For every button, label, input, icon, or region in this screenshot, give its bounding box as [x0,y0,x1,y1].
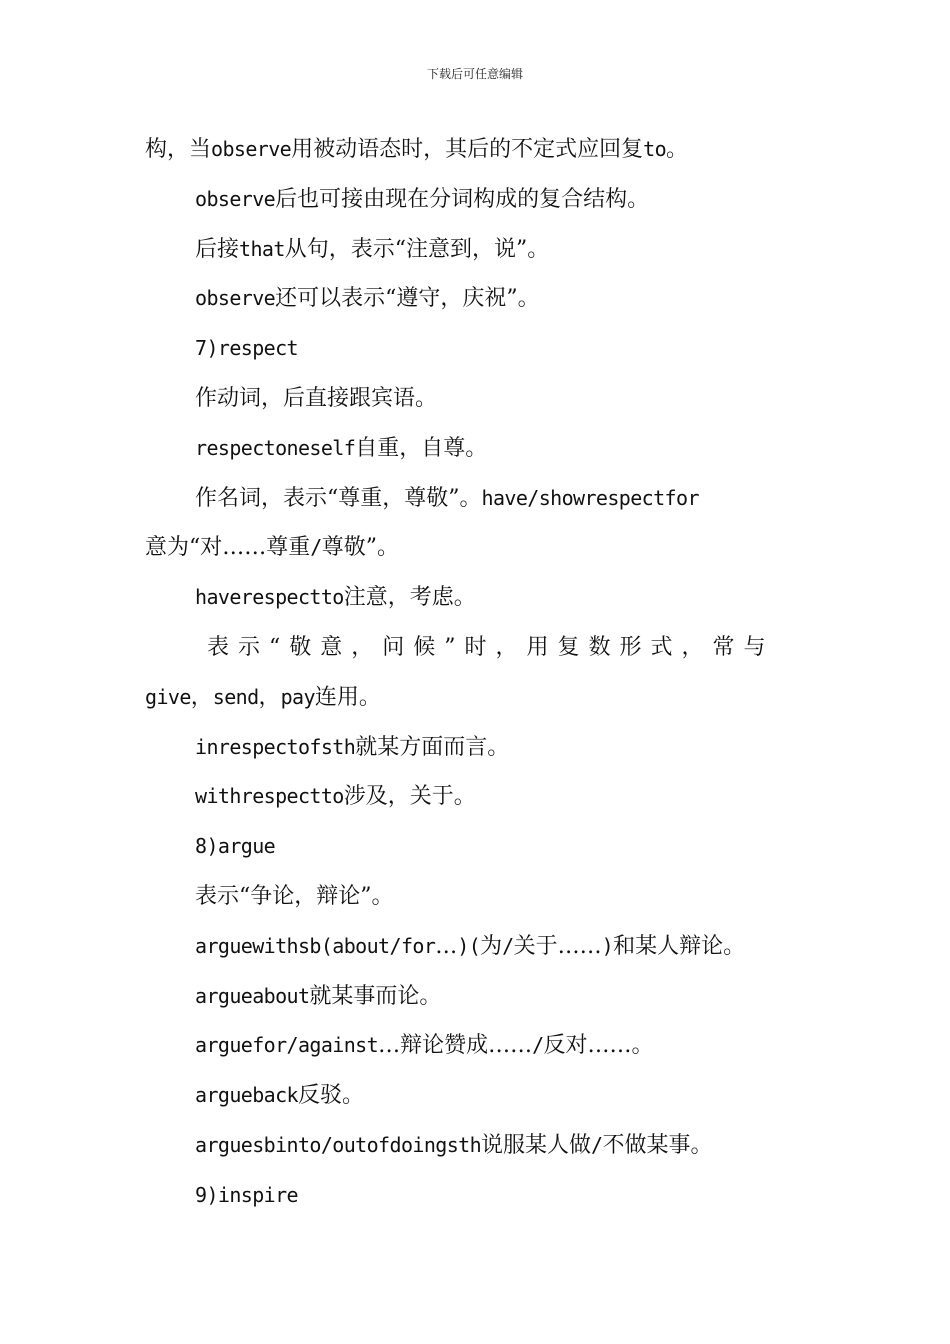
text-line: give，send，pay连用。 [145,684,381,710]
text-line: inrespectofsth就某方面而言。 [195,734,510,760]
page-header: 下载后可任意编辑 [426,67,523,81]
text-line: observe还可以表示“遵守，庆祝”。 [195,286,540,312]
section-heading-argue: 8)argue [195,834,276,859]
text-line: 后接that从句，表示“注意到，说”。 [195,236,550,262]
text-line: withrespectto涉及，关于。 [195,784,476,810]
text-line: 构，当observe用被动语态时，其后的不定式应回复to。 [145,137,689,162]
text-line: respectoneself自重，自尊。 [195,435,488,461]
text-line: argueback反驳。 [195,1083,364,1109]
section-heading-respect: 7)respect [195,336,298,361]
text-line: arguewithsb(about/for…)(为/关于……)和某人辩论。 [195,933,746,959]
text-line: arguefor/against…辩论赞成……/反对……。 [195,1033,654,1059]
text-line: 意为“对……尊重/尊敬”。 [145,535,399,561]
text-line: 作动词，后直接跟宾语。 [195,385,438,411]
text-line: haverespectto注意，考虑。 [195,585,476,611]
section-heading-inspire: 9)inspire [195,1182,298,1207]
text-line: arguesbinto/outofdoingsth说服某人做/不做某事。 [195,1132,713,1158]
document-body [145,125,807,1221]
text-line: 作名词，表示“尊重，尊敬”。have/showrespectfor [195,485,699,511]
text-line: observe后也可接由现在分词构成的复合结构。 [195,186,650,212]
text-line: 表示“敬意，问候”时，用复数形式，常与 [207,634,775,660]
text-line: 表示“争论，辩论”。 [195,883,394,909]
text-line: argueabout就某事而论。 [195,983,442,1009]
